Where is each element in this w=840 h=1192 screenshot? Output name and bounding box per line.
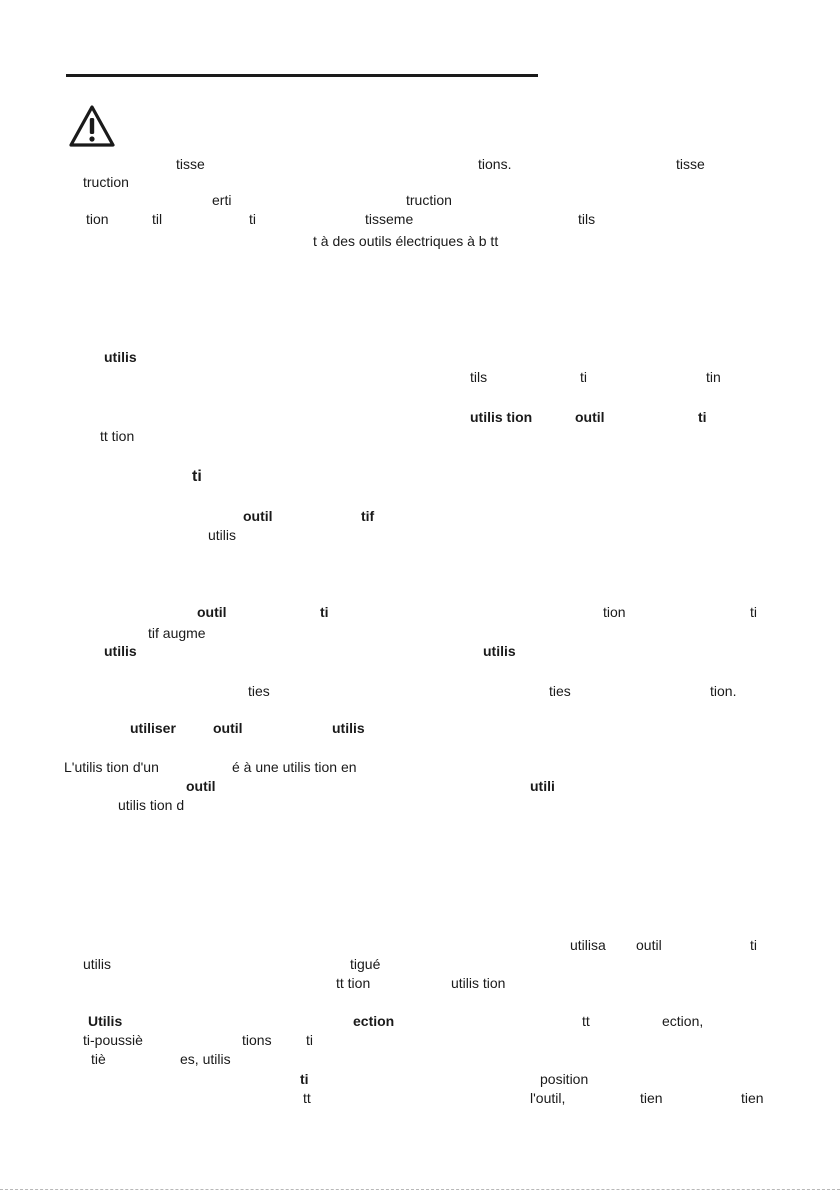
text-fragment: utilis: [483, 643, 516, 659]
text-fragment: utilis: [83, 956, 112, 972]
text-fragment: tif augme: [148, 625, 206, 641]
text-fragment: ti: [750, 937, 757, 953]
text-fragment: tt: [303, 1090, 311, 1106]
text-fragment: truction: [83, 174, 129, 190]
text-fragment: utilis: [104, 349, 137, 365]
section-title-rule: [66, 74, 538, 77]
text-fragment: é à une utilis tion en: [232, 759, 357, 775]
text-fragment: utilis tion: [470, 409, 533, 425]
text-fragment: outil: [213, 720, 243, 736]
text-fragment: t à des outils électriques à b tt: [313, 233, 499, 249]
text-fragment: ti: [320, 604, 329, 620]
text-fragment: utilis tion d: [118, 797, 185, 813]
text-fragment: utilis tion: [451, 975, 506, 991]
text-fragment: ti: [306, 1032, 313, 1048]
text-fragment: ti: [580, 369, 587, 385]
text-fragment: ti: [698, 409, 707, 425]
text-fragment: ection: [353, 1013, 395, 1029]
text-fragment: tisse: [676, 156, 705, 172]
text-fragment: ti: [249, 211, 256, 227]
text-fragment: Utilis: [88, 1013, 123, 1029]
text-fragment: tion: [86, 211, 109, 227]
text-fragment: tt tion: [100, 428, 135, 444]
warning-triangle-icon: [68, 104, 116, 148]
text-fragment: tion: [603, 604, 626, 620]
text-fragment: truction: [406, 192, 452, 208]
text-fragment: outil: [243, 508, 273, 524]
text-fragment: ti: [300, 1071, 309, 1087]
text-fragment: utili: [530, 778, 555, 794]
text-fragment: outil: [186, 778, 216, 794]
text-fragment: tt: [582, 1013, 590, 1029]
text-fragment: tion.: [710, 683, 737, 699]
text-fragment: position: [540, 1071, 589, 1087]
text-fragment: tien: [640, 1090, 663, 1106]
text-fragment: utilisa: [570, 937, 606, 953]
text-fragment: tils: [470, 369, 488, 385]
text-fragment: til: [152, 211, 163, 227]
text-fragment: outil: [575, 409, 605, 425]
text-fragment: ti-poussiè: [83, 1032, 143, 1048]
text-fragment: tin: [706, 369, 721, 385]
text-fragment: tils: [578, 211, 596, 227]
text-fragment: outil: [197, 604, 227, 620]
text-fragment: es, utilis: [180, 1051, 231, 1067]
text-fragment: ties: [549, 683, 571, 699]
text-fragment: utilis: [208, 527, 237, 543]
text-fragment: tt tion: [336, 975, 371, 991]
text-fragment: outil: [636, 937, 662, 953]
page-edge-line: [0, 1189, 840, 1191]
text-fragment: utiliser: [130, 720, 176, 736]
text-fragment: tisse: [176, 156, 205, 172]
text-fragment: tions: [242, 1032, 272, 1048]
text-fragment: L'utilis tion d'un: [64, 759, 159, 775]
text-fragment: tif: [361, 508, 375, 524]
text-fragment: tien: [741, 1090, 764, 1106]
text-fragment: l'outil,: [530, 1090, 566, 1106]
text-fragment: tisseme: [365, 211, 414, 227]
text-fragment: ti: [750, 604, 757, 620]
text-fragment: ection,: [662, 1013, 704, 1029]
text-fragment: tions.: [478, 156, 512, 172]
text-fragment: ti: [192, 468, 202, 485]
text-fragment: utilis: [104, 643, 137, 659]
text-fragment: tiè: [91, 1051, 106, 1067]
text-fragment: erti: [212, 192, 232, 208]
text-fragment: ties: [248, 683, 270, 699]
text-fragment: tigué: [350, 956, 381, 972]
text-fragment: utilis: [332, 720, 365, 736]
